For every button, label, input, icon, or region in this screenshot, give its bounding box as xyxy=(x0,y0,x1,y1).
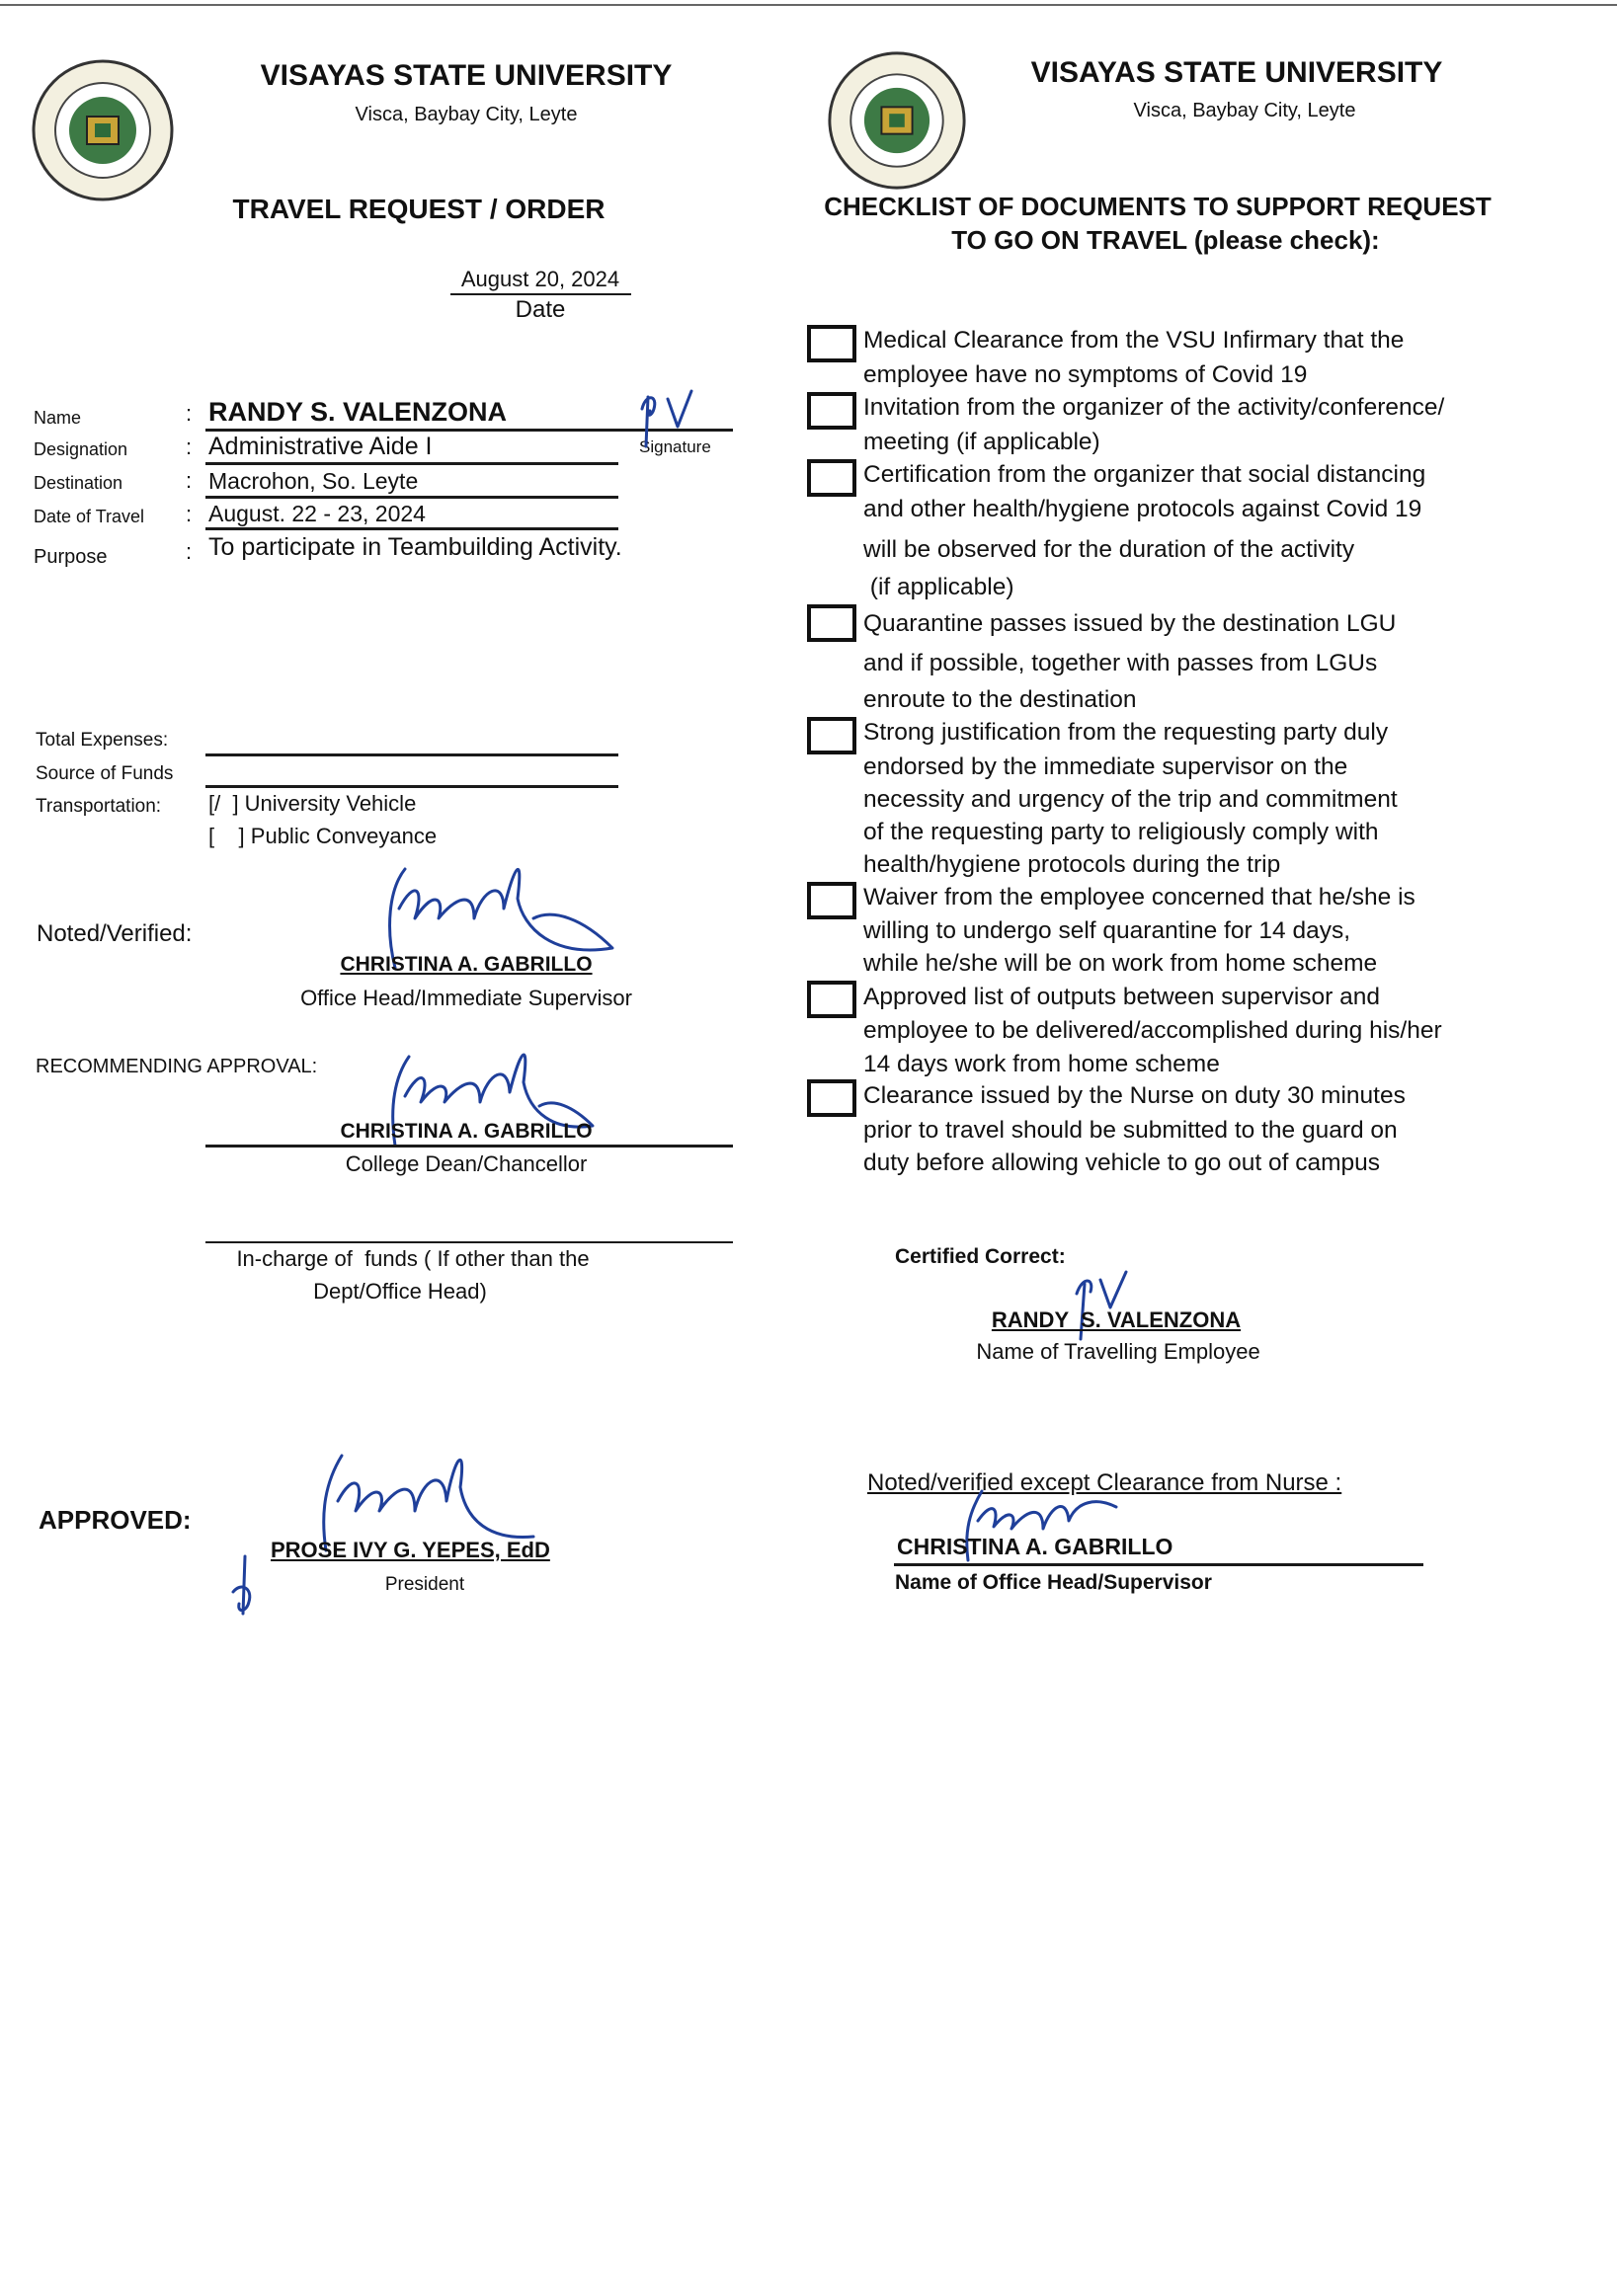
checklist-item-text: Invitation from the organizer of the activity/conference/ xyxy=(863,394,1445,421)
total-expenses-label: Total Expenses: xyxy=(36,730,169,751)
checklist-item-text: 14 days work from home scheme xyxy=(863,1051,1220,1077)
checklist-item-text: of the requesting party to religiously comply with xyxy=(863,819,1379,845)
checklist-checkbox[interactable] xyxy=(807,325,856,362)
checklist-checkbox[interactable] xyxy=(807,1079,856,1117)
noted-verified-label: Noted/Verified: xyxy=(37,920,193,947)
designation-underline xyxy=(205,462,618,465)
name-value: RANDY S. VALENZONA xyxy=(208,397,508,427)
university-name-right: VISAYAS STATE UNIVERSITY xyxy=(1030,56,1443,89)
university-name-left: VISAYAS STATE UNIVERSITY xyxy=(260,59,673,92)
destination-value: Macrohon, So. Leyte xyxy=(208,468,419,494)
total-expenses-line xyxy=(205,753,618,756)
colon: : xyxy=(186,435,193,459)
date-of-travel-label: Date of Travel xyxy=(34,507,145,526)
date-underline xyxy=(450,293,631,295)
approved-label: APPROVED: xyxy=(39,1505,192,1535)
checklist-item-text: will be observed for the duration of the activity xyxy=(863,536,1355,563)
funds-incharge-caption-2: Dept/Office Head) xyxy=(313,1279,487,1304)
university-seal-right xyxy=(826,49,968,192)
employee-name: RANDY S. VALENZONA xyxy=(991,1307,1242,1332)
checklist-item-text: Clearance issued by the Nurse on duty 30 minutes xyxy=(863,1082,1406,1109)
recommending-title: College Dean/Chancellor xyxy=(345,1151,588,1176)
university-address-left: Visca, Baybay City, Leyte xyxy=(355,104,578,125)
recommending-name: CHRISTINA A. GABRILLO xyxy=(340,1120,593,1143)
approved-name: PROSE IVY G. YEPES, EdD xyxy=(271,1538,550,1562)
checklist-item-text: Certification from the organizer that social distancing xyxy=(863,461,1426,488)
checklist-item-text: Strong justification from the requesting party duly xyxy=(863,719,1389,746)
date-of-travel-value: August. 22 - 23, 2024 xyxy=(208,501,426,526)
checklist-checkbox[interactable] xyxy=(807,459,856,497)
noted-name: CHRISTINA A. GABRILLO xyxy=(340,953,593,976)
purpose-label: Purpose xyxy=(34,546,108,568)
checklist-checkbox[interactable] xyxy=(807,882,856,919)
name-label: Name xyxy=(34,408,82,428)
checklist-item-text: enroute to the destination xyxy=(863,686,1137,713)
checklist-checkbox[interactable] xyxy=(807,717,856,754)
checklist-item-text: Waiver from the employee concerned that he/she is xyxy=(863,884,1415,910)
supervisor-caption: Name of Office Head/Supervisor xyxy=(895,1571,1212,1594)
checklist-item-text: and if possible, together with passes from LGUs xyxy=(863,650,1378,676)
date-label: Date xyxy=(515,296,566,323)
checklist-item-text: necessity and urgency of the trip and commitment xyxy=(863,786,1398,813)
signature-label: Signature xyxy=(639,437,711,456)
checklist-item-text: prior to travel should be submitted to the guard on xyxy=(863,1117,1398,1144)
checklist-checkbox[interactable] xyxy=(807,604,856,642)
colon: : xyxy=(186,539,193,564)
checklist-item-text: willing to undergo self quarantine for 14 days, xyxy=(863,917,1351,944)
designation-value: Administrative Aide I xyxy=(208,433,433,460)
source-of-funds-line xyxy=(205,785,618,788)
checklist-item-text: and other health/hygiene protocols against Covid 19 xyxy=(863,496,1422,522)
recommending-line xyxy=(205,1145,733,1148)
purpose-value: To participate in Teambuilding Activity. xyxy=(208,533,622,561)
checklist-item-text: endorsed by the immediate supervisor on the xyxy=(863,753,1348,780)
colon: : xyxy=(186,401,193,426)
university-address-right: Visca, Baybay City, Leyte xyxy=(1133,100,1356,121)
supervisor-line xyxy=(894,1563,1423,1566)
destination-underline xyxy=(205,496,618,499)
noted-except-label: Noted/verified except Clearance from Nurse : xyxy=(867,1469,1342,1496)
employee-caption: Name of Travelling Employee xyxy=(976,1339,1260,1364)
checklist-title-line-1: CHECKLIST OF DOCUMENTS TO SUPPORT REQUEST xyxy=(824,192,1492,221)
checklist-item-text: Approved list of outputs between supervisor and xyxy=(863,984,1380,1010)
approved-title: President xyxy=(384,1574,465,1595)
destination-label: Destination xyxy=(34,473,123,493)
transportation-label: Transportation: xyxy=(36,796,162,817)
scan-edge-line xyxy=(0,4,1617,6)
checklist-item-text: meeting (if applicable) xyxy=(863,429,1100,455)
signature-initials-randy xyxy=(632,387,711,456)
checklist-item-text: employee have no symptoms of Covid 19 xyxy=(863,361,1308,388)
initial-mark-president xyxy=(227,1552,267,1622)
checklist-item-text: (if applicable) xyxy=(863,574,1014,600)
transport-option-university-vehicle[interactable]: [/ ] University Vehicle xyxy=(208,791,417,816)
checklist-item-text: Quarantine passes issued by the destination LGU xyxy=(863,610,1397,637)
colon: : xyxy=(186,502,193,526)
supervisor-name: CHRISTINA A. GABRILLO xyxy=(897,1534,1173,1559)
noted-title: Office Head/Immediate Supervisor xyxy=(300,986,632,1010)
checklist-item-text: while he/she will be on work from home scheme xyxy=(863,950,1378,977)
designation-label: Designation xyxy=(34,439,128,459)
checklist-checkbox[interactable] xyxy=(807,392,856,430)
transport-option-public-conveyance[interactable]: [ ] Public Conveyance xyxy=(208,824,438,848)
checklist-item-text: Medical Clearance from the VSU Infirmary that the xyxy=(863,327,1405,354)
checklist-item-text: employee to be delivered/accomplished during his/her xyxy=(863,1017,1442,1044)
form-title: TRAVEL REQUEST / ORDER xyxy=(232,194,606,224)
checklist-item-text: health/hygiene protocols during the trip xyxy=(863,851,1281,878)
checklist-item-text: duty before allowing vehicle to go out of campus xyxy=(863,1149,1380,1176)
certified-correct-label: Certified Correct: xyxy=(895,1245,1066,1268)
checklist-checkbox[interactable] xyxy=(807,981,856,1018)
funds-incharge-line xyxy=(205,1241,733,1243)
request-date-value: August 20, 2024 xyxy=(460,267,620,291)
source-of-funds-label: Source of Funds xyxy=(36,763,174,784)
colon: : xyxy=(186,468,193,493)
date-of-travel-underline xyxy=(205,527,618,530)
checklist-title-line-2: TO GO ON TRAVEL (please check): xyxy=(951,225,1380,255)
university-seal-left xyxy=(30,57,176,203)
funds-incharge-caption-1: In-charge of funds ( If other than the xyxy=(236,1246,590,1271)
recommending-approval-label: RECOMMENDING APPROVAL: xyxy=(36,1056,318,1077)
